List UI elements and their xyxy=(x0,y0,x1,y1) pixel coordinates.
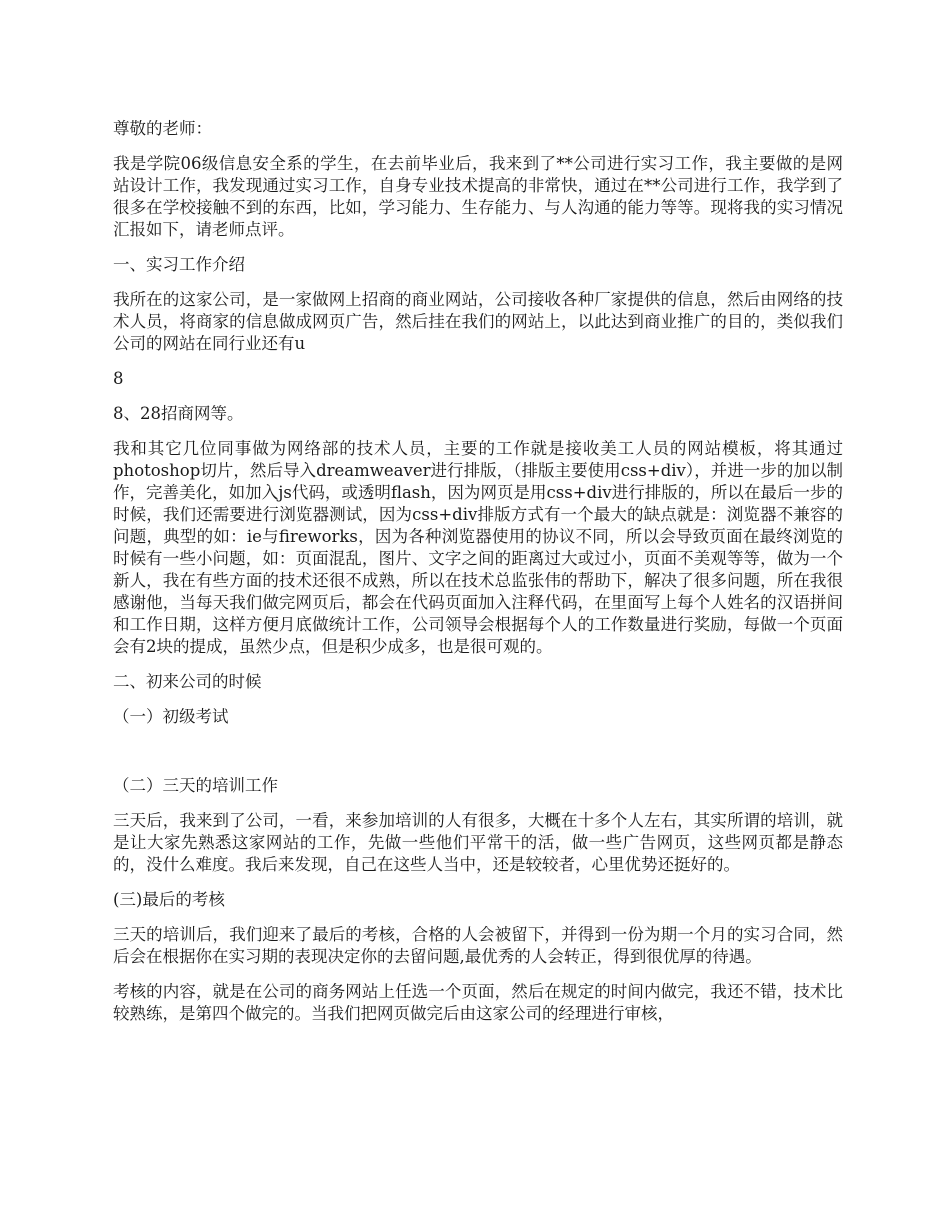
section-2-paragraph-1: 三天后，我来到了公司，一看，来参加培训的人有很多，大概在十多个人左右，其实所谓的培训，就是让大家先熟悉这家网站的工作，先做一些他们平常干的活，做一些广告网页，这些网页都是静态的，没什么难度。我后来发现，自己在这些人当中，还是较较者，心里优势还挺好的。 xyxy=(113,811,843,874)
section-1-paragraph-2: 我和其它几位同事做为网络部的技术人员，主要的工作就是接收美工人员的网站模板，将其通过photoshop切片，然后导入dreamweaver进行排版，（排版主要使用css+div），并进一步的加以制作，完善美化，如加入js代码，或透明flash，因为网页是用css+div进行排版的，所以在最后一步的时候，我们还需要进行浏览器测试，因为css+div排版方式有一个最大的缺点就是：浏览器不兼容的问题，典型的如：ie与fireworks，因为各种浏览器使用的协议不同，所以会导致页面在最终浏览的时候有一些小问题，如：页面混乱，图片、文字之间的距离过大或过小，页面不美观等等，做为一个新人，我在有些方面的技术还很不成熟，所以在技术总监张伟的帮助下，解决了很多问题，所在我很感谢他，当每天我们做完网页后，都会在代码页面加入注释代码，在里面写上每个人姓名的汉语拼间和工作日期，这样方便月底做统计工作，公司领导会根据每个人的工作数量进行奖励，每做一个页面会有2块的提成，虽然少点，但是积少成多，也是很可观的。 xyxy=(113,439,843,656)
section-2-sub-3: (三)最后的考核 xyxy=(113,890,225,909)
section-1-title: 一、实习工作介绍 xyxy=(113,255,245,274)
document-page xyxy=(113,118,843,1038)
section-2-paragraph-2: 三天的培训后，我们迎来了最后的考核，合格的人会被留下，并得到一份为期一个月的实习合同，然后会在根据你在实习期的表现决定你的去留问题,最优秀的人会转正，得到很优厚的待遇。 xyxy=(113,925,843,966)
section-1-fragment-a: 8 xyxy=(113,369,124,388)
intro-paragraph: 我是学院06级信息安全系的学生，在去前毕业后，我来到了**公司进行实习工作，我主要做的是网站设计工作，我发现通过实习工作，自身专业技术提高的非常快，通过在**公司进行工作，我学到了很多在学校接触不到的东西，比如，学习能力、生存能力、与人沟通的能力等等。现将我的实习情况汇报如下，请老师点评。 xyxy=(113,154,843,239)
greeting: 尊敬的老师： xyxy=(113,119,212,138)
section-2-sub-2: （二）三天的培训工作 xyxy=(113,776,278,795)
blank-gap xyxy=(113,741,843,775)
section-2-paragraph-3: 考核的内容，就是在公司的商务网站上任选一个页面，然后在规定的时间内做完，我还不错，技术比较熟练，是第四个做完的。当我们把网页做完后由这家公司的经理进行审核， xyxy=(113,982,843,1023)
section-2-title: 二、初来公司的时候 xyxy=(113,672,262,691)
section-2-sub-1: （一）初级考试 xyxy=(113,707,229,726)
section-1-fragment-b: 8、28招商网等。 xyxy=(113,404,244,423)
section-1-paragraph-1: 我所在的这家公司，是一家做网上招商的商业网站，公司接收各种厂家提供的信息，然后由网络的技术人员，将商家的信息做成网页广告，然后挂在我们的网站上，以此达到商业推广的目的，类似我们公司的网站在同行业还有u xyxy=(113,290,843,353)
